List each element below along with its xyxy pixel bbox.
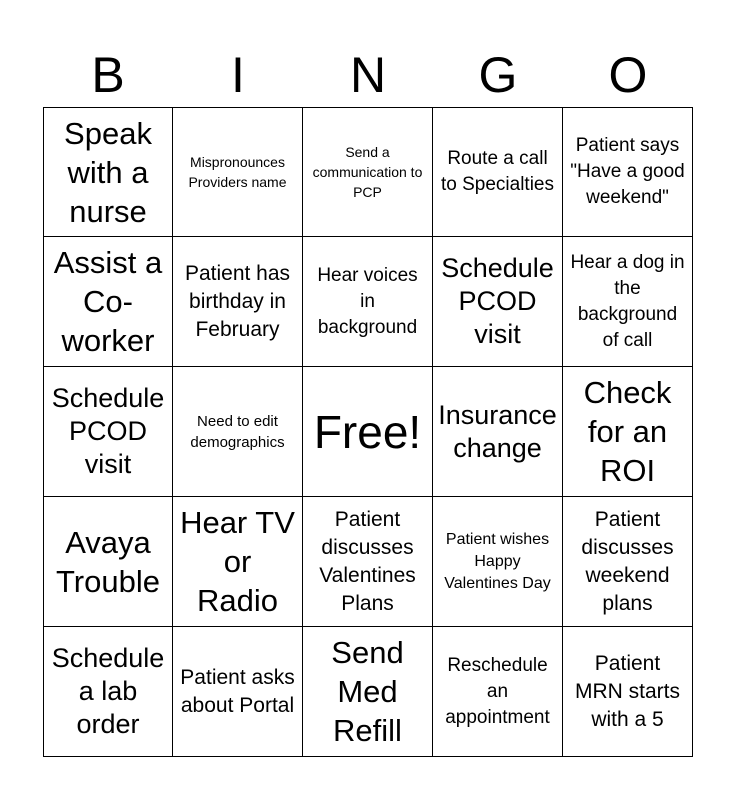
bingo-cell[interactable]: Patient discusses Valentines Plans [303,497,433,627]
bingo-cell[interactable]: Route a call to Specialties [433,107,563,237]
bingo-cell[interactable]: Patient has birthday in February [173,237,303,367]
bingo-cell[interactable]: Mispronounces Providers name [173,107,303,237]
header-letter-n: N [349,47,387,103]
bingo-board [43,107,693,757]
bingo-header [43,44,693,106]
header-letter-b: B [91,47,125,103]
bingo-cell[interactable]: Hear voices in background [303,237,433,367]
bingo-cell[interactable]: Patient MRN starts with a 5 [563,627,693,757]
bingo-cell[interactable]: Avaya Trouble [43,497,173,627]
bingo-cell[interactable]: Assist a Co-worker [43,237,173,367]
bingo-cell[interactable]: Schedule PCOD visit [43,367,173,497]
header-letter-i: I [231,47,245,103]
bingo-cell[interactable]: Check for an ROI [563,367,693,497]
bingo-cell[interactable]: Need to edit demographics [173,367,303,497]
bingo-cell[interactable]: Hear a dog in the background of call [563,237,693,367]
header-letter-g: G [478,47,518,103]
bingo-cell[interactable]: Insurance change [433,367,563,497]
bingo-cell[interactable]: Patient says "Have a good weekend" [563,107,693,237]
bingo-cell[interactable]: Patient discusses weekend plans [563,497,693,627]
bingo-cell[interactable]: Send a communication to PCP [303,107,433,237]
bingo-cell[interactable]: Patient asks about Portal [173,627,303,757]
bingo-cell[interactable]: Reschedule an appointment [433,627,563,757]
bingo-cell[interactable]: Speak with a nurse [43,107,173,237]
bingo-cell[interactable]: Patient wishes Happy Valentines Day [433,497,563,627]
bingo-cell[interactable]: Hear TV or Radio [173,497,303,627]
bingo-cell[interactable]: Send Med Refill [303,627,433,757]
header-letter-o: O [608,47,648,103]
bingo-cell[interactable]: Schedule a lab order [43,627,173,757]
free-space[interactable]: Free! [303,367,433,497]
bingo-cell[interactable]: Schedule PCOD visit [433,237,563,367]
